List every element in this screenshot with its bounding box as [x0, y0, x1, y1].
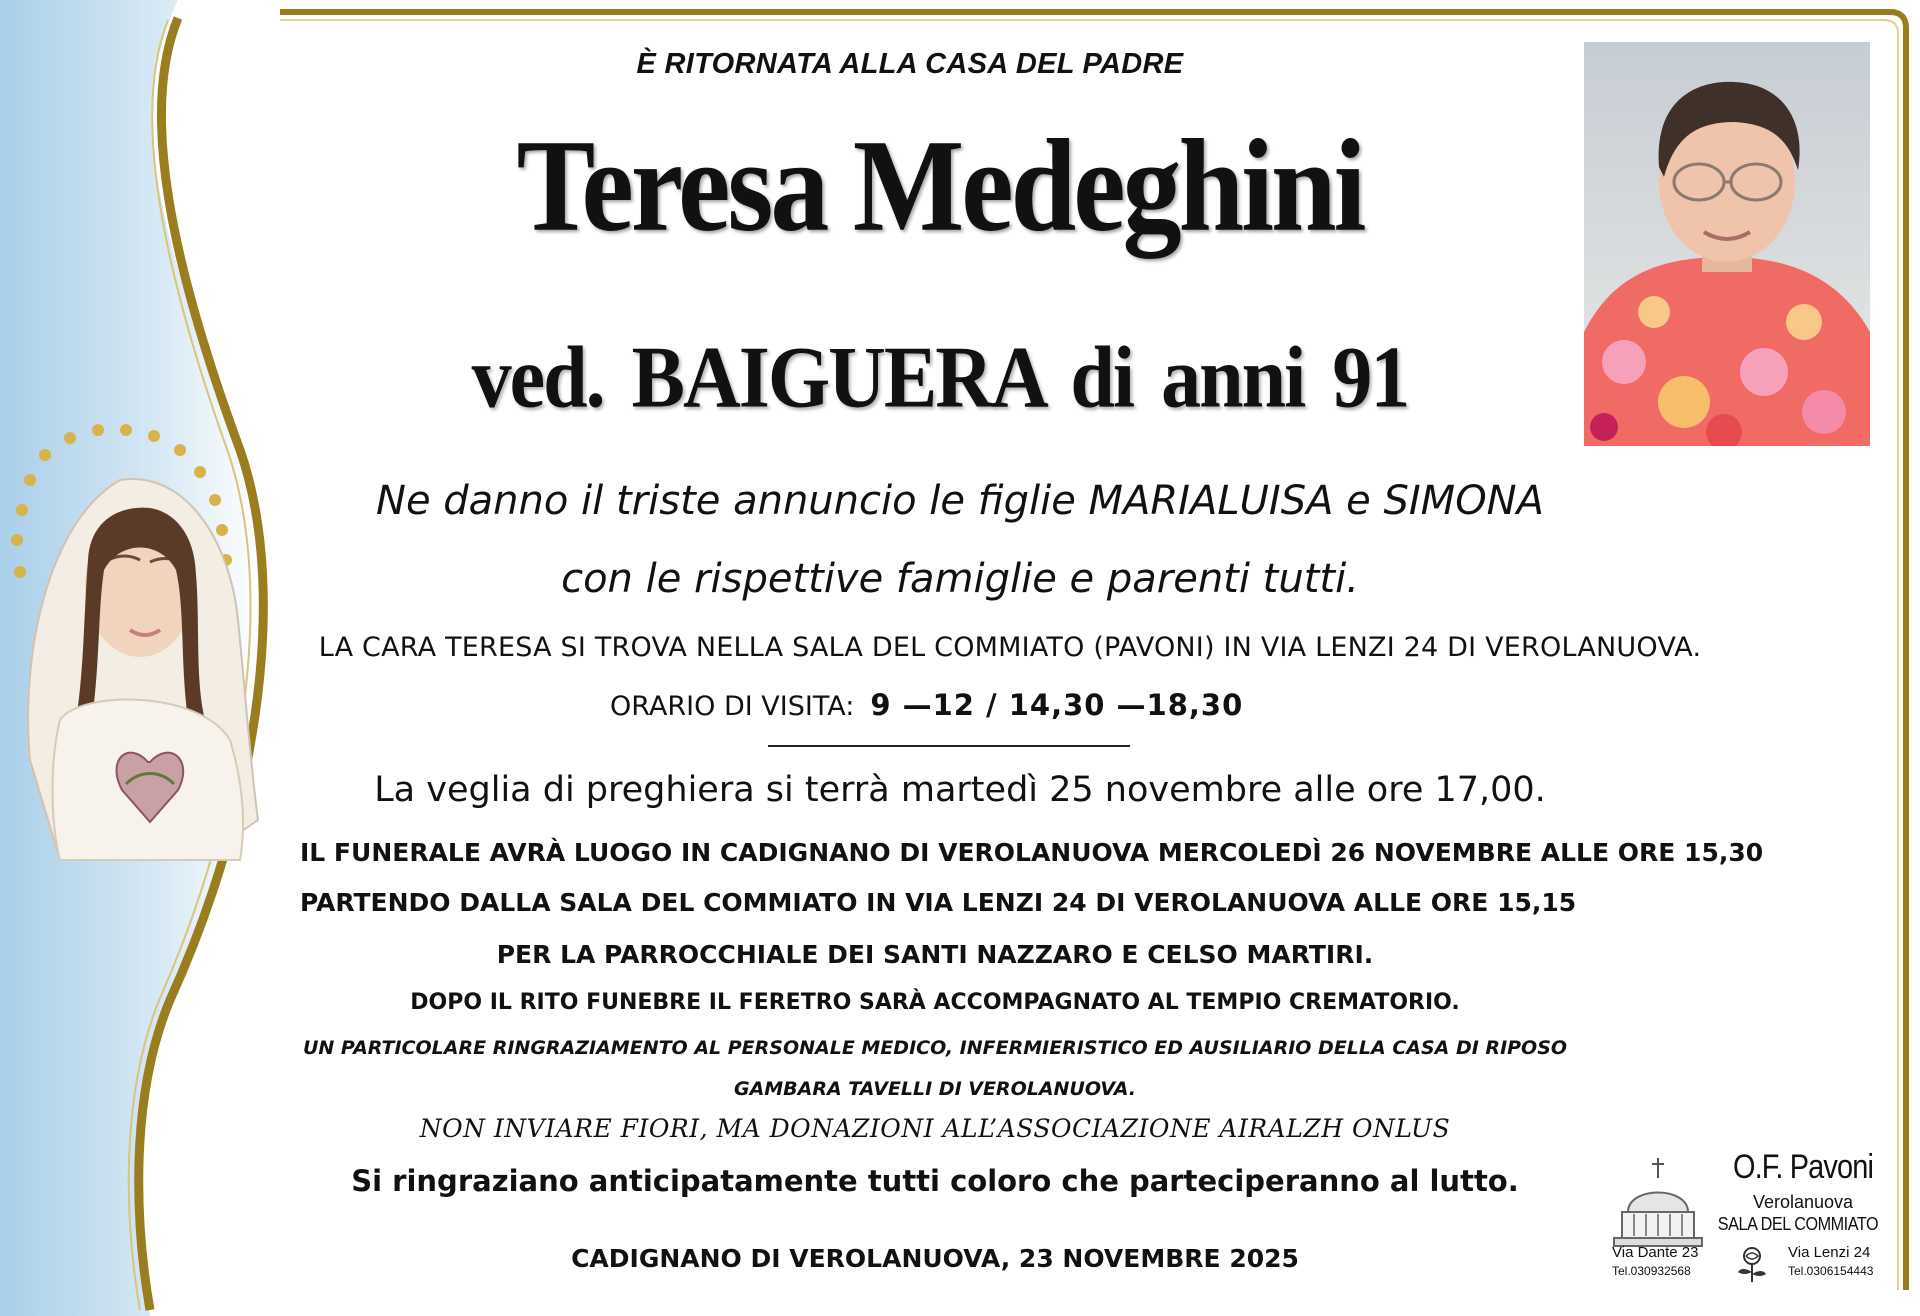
funeral-line-1: IL FUNERALE AVRÀ LUOGO IN CADIGNANO DI VEROLANUOVA MERCOLEDÌ 26 NOVEMBRE ALLE ORE 15,30	[300, 838, 1764, 867]
funeral-home-logo	[1608, 1148, 1900, 1286]
visiting-hours-label: ORARIO DI VISITA:	[610, 691, 855, 722]
no-flowers-line: NON INVIARE FIORI, MA DONAZIONI ALL’ASSOCIAZIONE AIRALZH ONLUS	[419, 1114, 1451, 1143]
vigil-line: La veglia di preghiera si terrà martedì 25 novembre alle ore 17,00.	[374, 770, 1546, 810]
funeral-line-3: PER LA PARROCCHIALE DEI SANTI NAZZARO E CELSO MARTIRI.	[496, 940, 1374, 969]
funeral-home-town: Verolanuova	[1752, 1192, 1854, 1212]
madonna-decoration	[0, 0, 320, 1316]
widow-age-line: ved. BAIGUERA di anni 91	[471, 329, 1409, 427]
location-line: LA CARA TERESA SI TROVA NELLA SALA DEL COMMIATO (PAVONI) IN VIA LENZI 24 DI VEROLANUOVA.	[318, 632, 1702, 663]
visiting-hours-value: 9 —12 / 14,30 —18,30	[870, 688, 1244, 722]
funeral-home-address-right: Via Lenzi 24	[1788, 1244, 1871, 1261]
divider	[768, 745, 1130, 747]
announcement-line-2: con le rispettive famiglie e parenti tutti.	[561, 556, 1359, 602]
thanks-staff-line-1: UN PARTICOLARE RINGRAZIAMENTO AL PERSONALE MEDICO, INFERMIERISTICO ED AUSILIARIO DELLA CASA DI RIPOSO	[302, 1037, 1568, 1059]
funeral-home-address-left: Via Dante 23	[1612, 1244, 1699, 1261]
funeral-home-tel-right: Tel.0306154443	[1788, 1264, 1874, 1278]
deceased-name: Teresa Medeghini	[516, 112, 1364, 259]
intro-phrase: È RITORNATA ALLA CASA DEL PADRE	[636, 48, 1184, 80]
thanks-all-line: Si ringraziano anticipatamente tutti coloro che parteciperanno al lutto.	[351, 1164, 1519, 1198]
portrait-photo	[1584, 42, 1870, 446]
rose-icon	[1732, 1244, 1772, 1284]
funeral-home-tel-left: Tel.030932568	[1612, 1264, 1691, 1278]
announcement-line-1: Ne danno il triste annuncio le figlie MARIALUISA e SIMONA	[376, 478, 1544, 524]
dome-building-icon	[1608, 1156, 1708, 1252]
funeral-home-hall: SALA DEL COMMIATO	[1717, 1214, 1879, 1234]
portrait-photo-drawing	[1584, 42, 1870, 446]
visiting-hours	[610, 688, 1243, 722]
funeral-line-2: PARTENDO DALLA SALA DEL COMMIATO IN VIA LENZI 24 DI VEROLANUOVA ALLE ORE 15,15	[300, 888, 1577, 917]
thanks-staff-line-2: GAMBARA TAVELLI DI VEROLANUOVA.	[733, 1078, 1137, 1100]
funeral-home-brand: O.F. Pavoni	[1732, 1148, 1874, 1186]
cremation-line: DOPO IL RITO FUNEBRE IL FERETRO SARÀ ACCOMPAGNATO AL TEMPIO CREMATORIO.	[410, 990, 1460, 1015]
place-date: CADIGNANO DI VEROLANUOVA, 23 NOVEMBRE 2025	[571, 1244, 1299, 1273]
